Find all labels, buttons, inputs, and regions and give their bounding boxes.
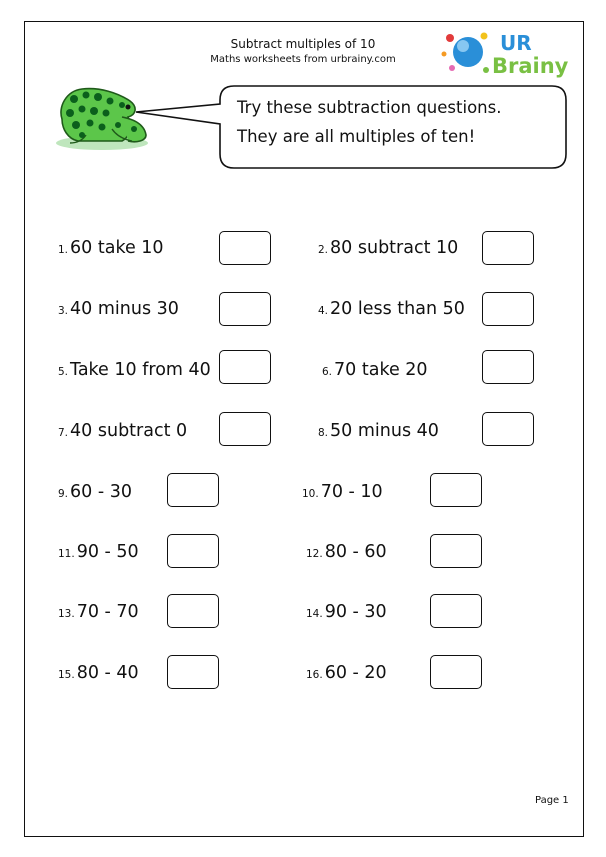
- answer-box-12[interactable]: [430, 534, 482, 568]
- question-13-number: 13.: [58, 608, 75, 620]
- question-11-number: 11.: [58, 548, 75, 560]
- worksheet-subtitle: Maths worksheets from urbrainy.com: [210, 54, 396, 65]
- answer-box-4[interactable]: [482, 292, 534, 326]
- page-number: Page 1: [535, 795, 569, 806]
- logo-text-brainy: Brainy: [492, 54, 568, 78]
- answer-box-11[interactable]: [167, 534, 219, 568]
- question-15-number: 15.: [58, 669, 75, 681]
- question-2: [318, 236, 458, 262]
- question-3: [58, 297, 179, 323]
- question-8: [318, 419, 439, 445]
- question-3-text: 40 minus 30: [70, 299, 179, 319]
- question-1: [58, 236, 164, 262]
- answer-box-8[interactable]: [482, 412, 534, 446]
- question-10: [302, 480, 383, 506]
- answer-box-15[interactable]: [167, 655, 219, 689]
- question-1-number: 1.: [58, 244, 69, 256]
- answer-box-16[interactable]: [430, 655, 482, 689]
- urbrainy-logo: [440, 26, 568, 78]
- question-14-text: 90 - 30: [324, 602, 387, 622]
- question-3-number: 3.: [58, 305, 69, 317]
- answer-box-7[interactable]: [219, 412, 271, 446]
- question-6-number: 6.: [322, 366, 333, 378]
- question-12-number: 12.: [306, 548, 323, 560]
- question-10-text: 70 - 10: [320, 482, 383, 502]
- question-7-text: 40 subtract 0: [70, 421, 188, 441]
- question-9-number: 9.: [58, 488, 69, 500]
- question-7: [58, 419, 187, 445]
- question-16: [306, 661, 387, 687]
- question-16-number: 16.: [306, 669, 323, 681]
- question-16-text: 60 - 20: [324, 663, 387, 683]
- question-4-number: 4.: [318, 305, 329, 317]
- answer-box-14[interactable]: [430, 594, 482, 628]
- question-13-text: 70 - 70: [76, 602, 139, 622]
- answer-box-10[interactable]: [430, 473, 482, 507]
- question-15: [58, 661, 139, 687]
- answer-box-3[interactable]: [219, 292, 271, 326]
- question-13: [58, 600, 139, 626]
- question-15-text: 80 - 40: [76, 663, 139, 683]
- question-14: [306, 600, 387, 626]
- worksheet-title: Subtract multiples of 10: [230, 37, 376, 51]
- question-8-text: 50 minus 40: [330, 421, 439, 441]
- question-6-text: 70 take 20: [334, 360, 428, 380]
- speech-line-2: They are all multiples of ten!: [237, 127, 476, 146]
- answer-box-6[interactable]: [482, 350, 534, 384]
- question-1-text: 60 take 10: [70, 238, 164, 258]
- question-12: [306, 540, 387, 566]
- question-14-number: 14.: [306, 608, 323, 620]
- question-7-number: 7.: [58, 427, 69, 439]
- question-5-text: Take 10 from 40: [70, 360, 211, 380]
- question-2-number: 2.: [318, 244, 329, 256]
- question-6: [322, 358, 428, 384]
- question-9-text: 60 - 30: [70, 482, 133, 502]
- question-10-number: 10.: [302, 488, 319, 500]
- question-2-text: 80 subtract 10: [330, 238, 459, 258]
- question-4-text: 20 less than 50: [330, 299, 465, 319]
- logo-text-ur: UR: [500, 31, 532, 55]
- question-5: [58, 358, 211, 384]
- answer-box-2[interactable]: [482, 231, 534, 265]
- answer-box-9[interactable]: [167, 473, 219, 507]
- answer-box-5[interactable]: [219, 350, 271, 384]
- question-12-text: 80 - 60: [324, 542, 387, 562]
- question-5-number: 5.: [58, 366, 69, 378]
- question-11-text: 90 - 50: [76, 542, 139, 562]
- answer-box-13[interactable]: [167, 594, 219, 628]
- answer-box-1[interactable]: [219, 231, 271, 265]
- question-8-number: 8.: [318, 427, 329, 439]
- speech-line-1: Try these subtraction questions.: [237, 98, 502, 117]
- question-9: [58, 480, 132, 506]
- question-11: [58, 540, 139, 566]
- question-4: [318, 297, 465, 323]
